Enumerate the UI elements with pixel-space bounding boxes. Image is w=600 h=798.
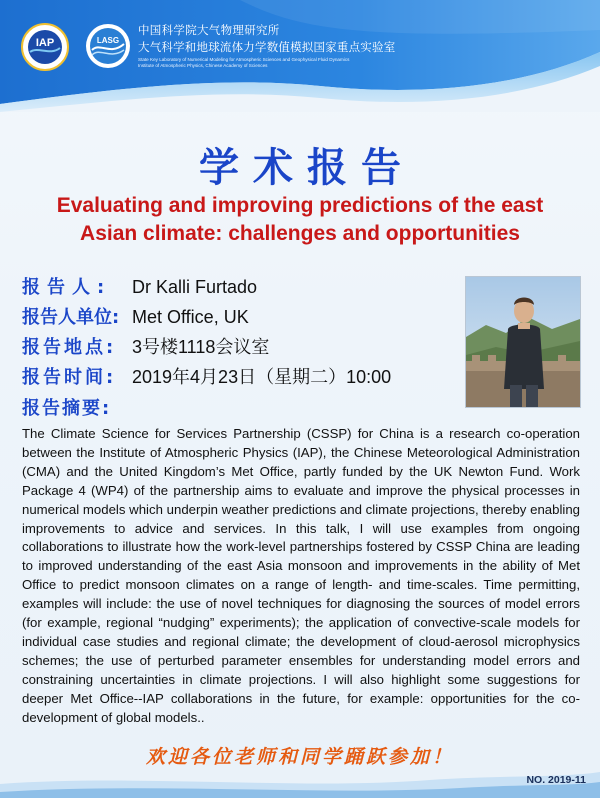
lab-name-en: State Key Laboratory of Numerical Modeling for Atmospheric Sciences and Geophysical Fluid Dynamics [138, 57, 350, 62]
header-band [0, 0, 600, 112]
abstract-label: 报告摘要: [22, 398, 112, 419]
speaker-row [22, 273, 257, 301]
time-label: 报告时间: [22, 367, 117, 388]
institute-name-en: Institute of Atmospheric Physics, Chinese Academy of Sciences [138, 63, 268, 68]
location-value: 3号楼1118会议室 [132, 337, 270, 357]
affiliation-row [22, 303, 249, 331]
lab-name-cn: 大气科学和地球流体力学数值模拟国家重点实验室 [138, 40, 396, 54]
time-value: 2019年4月23日（星期二）10:00 [132, 367, 392, 387]
poster-number: NO. 2019-11 [526, 774, 586, 786]
location-row [22, 333, 269, 361]
poster-title: 学术报告 [199, 144, 415, 191]
iap-logo [20, 22, 70, 72]
speaker-value: Dr Kalli Furtado [132, 277, 258, 297]
speaker-label: 报告人: [22, 277, 112, 298]
time-row [22, 363, 391, 391]
talk-title [0, 192, 600, 248]
lasg-logo [84, 22, 132, 70]
talk-title-line-1: Evaluating and improving predictions of the east [56, 194, 544, 217]
affiliation-value: Met Office, UK [132, 307, 249, 327]
location-label: 报告地点: [22, 337, 117, 358]
svg-text:LASG: LASG [96, 36, 120, 45]
affiliation-label: 报告人单位: [22, 307, 120, 328]
institute-name-cn: 中国科学院大气物理研究所 [138, 23, 280, 37]
speaker-photo [465, 276, 581, 408]
footer-wave [0, 766, 600, 798]
talk-title-line-2: Asian climate: challenges and opportunities [80, 222, 520, 245]
welcome-message: 欢迎各位老师和同学踊跃参加！ [145, 746, 454, 768]
abstract-text: The Climate Science for Services Partnership (CSSP) for China is a research co-operation between the Institute of Atmospheric Physics (IAP), the Chinese Meteorological Administration (CMA) and the United Kingdom’s Met Office, partly funded by the UK Newton Fund. Work Package 4 (WP4) of the partnership aims to evaluate and improve the physical processes in numerical models which underpin weather predictions and climate projections, thereby enabling improvements to advice and services. In this talk, I will use examples from ongoing collaborations to illustrate how the work-level partnerships fostered by CSSP China are leading to improved understanding of the east Asia monsoon and improvements in the ability of Met Office to predict monsoon climates on a range of length- and time-scales. Time permitting, examples will include: the use of novel techniques for diagnosing the sources of model errors (for example, regional “nudging” experiments); the application of convective-scale models for individual case studies and regional climate; the development of cloud-aerosol microphysics schemes; the use of perturbed parameter ensembles for understanding model errors and constraining uncertainties in climate projections. I will also highlight some suggestions for deeper Met Office--IAP collaborations in the future, for example: opportunities for the co-development of global models.. [22, 426, 580, 725]
svg-text:IAP: IAP [35, 37, 55, 49]
